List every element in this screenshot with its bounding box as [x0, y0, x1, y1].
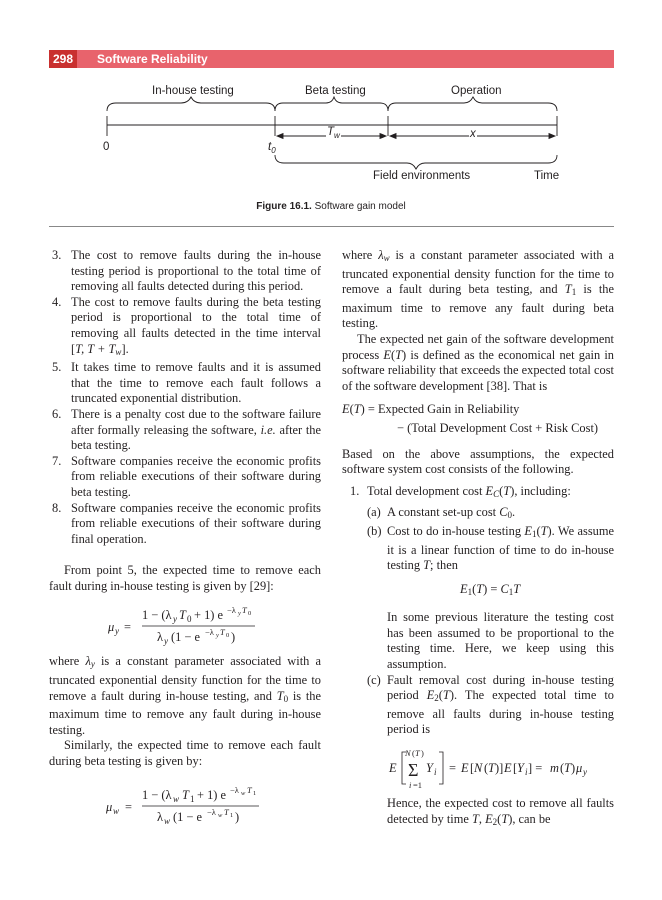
svg-text:T: T	[488, 761, 495, 776]
svg-text:T: T	[182, 787, 189, 802]
svg-text:T: T	[179, 608, 186, 623]
running-title: Software Reliability	[97, 52, 208, 66]
list-item: 1. Total development cost $E_C(T)$, including:	[350, 483, 571, 499]
operation-brace	[388, 97, 557, 111]
svg-text:i: i	[434, 767, 437, 778]
x-arrow-left	[390, 134, 396, 139]
svg-text:y: y	[238, 610, 241, 618]
svg-text:w: w	[241, 789, 246, 797]
svg-text:y: y	[115, 626, 119, 637]
svg-text:0: 0	[248, 610, 252, 618]
svg-text:y: y	[583, 767, 587, 778]
x-label: x	[470, 128, 476, 140]
list-item: 7. Software companies receive the economic profits from reliable executions of their software during beta testing.	[52, 453, 321, 499]
svg-text:[: [	[513, 761, 518, 776]
tw-label: $T_w$	[327, 126, 340, 140]
paragraph: Hence, the expected cost to remove all faults detected by time T, $E_2(T)$, can be	[387, 796, 614, 827]
svg-text:y: y	[164, 636, 168, 647]
tw-arrow-right	[380, 134, 386, 139]
figure-caption-label: Figure 16.1.	[256, 201, 312, 212]
svg-text:T: T	[242, 605, 247, 616]
list-item: 4. The cost to remove faults during the beta testing period is proportional to the total time of removing all faults detected in the time interval [T, $T + T_w$].	[52, 294, 321, 357]
list-item: 3. The cost to remove faults during the in-house testing period is proportional to the total time of removing all faults detected during this period.	[52, 248, 321, 294]
svg-text:1 − (λ: 1 − (λ	[142, 608, 172, 623]
svg-text:T: T	[220, 627, 225, 638]
svg-text:=1: =1	[413, 780, 423, 791]
sub-list-item: (a) A constant set-up cost $C_0$.	[367, 505, 516, 521]
svg-text:(: (	[484, 761, 489, 776]
figure-caption-text: Software gain model	[314, 201, 406, 212]
svg-text:0: 0	[226, 632, 230, 640]
svg-text:(1 − e: (1 − e	[173, 809, 203, 824]
beta-brace	[275, 97, 388, 111]
svg-text:[: [	[470, 761, 475, 776]
svg-text:): )	[235, 809, 240, 824]
list-item: 8. Software companies receive the economic profits from reliable executions of their software during final operation.	[52, 500, 321, 546]
svg-text:μ: μ	[108, 620, 115, 635]
svg-text:): )	[421, 748, 424, 759]
svg-text:w: w	[218, 811, 223, 819]
svg-text:N: N	[405, 748, 411, 759]
x-arrow-right	[549, 134, 555, 139]
paragraph: where $\lambda_w$ is a constant parameter associated with a truncated exponential density function for the time to remove a fault during beta testing, and $T_1$ is the maximum time to remove any fault during beta testing.	[342, 248, 614, 331]
section-divider	[49, 226, 614, 227]
equation-mu-w	[49, 784, 321, 828]
paragraph-note: In some previous literature the testing cost has been assumed to be proportional to the testing time. Here, we keep using this assumption.	[387, 610, 614, 672]
timeline-diagram	[0, 0, 662, 230]
svg-text:0: 0	[187, 614, 192, 625]
t0-label: $t_0$	[268, 141, 276, 155]
equation-expected-time-graphic	[342, 744, 614, 792]
right-column	[342, 248, 614, 830]
equation-e1: $E_1(T) = C_1T$	[460, 581, 521, 597]
paragraph: Similarly, the expected time to remove each fault during beta testing is given by:	[49, 738, 321, 769]
svg-text:T: T	[224, 806, 229, 817]
svg-text:(: (	[412, 748, 415, 759]
svg-text:Y: Y	[426, 761, 433, 776]
svg-text:T: T	[564, 761, 571, 776]
svg-text:): )	[231, 630, 236, 645]
svg-text:m: m	[550, 761, 559, 776]
in-house-brace	[107, 97, 275, 111]
svg-text:1: 1	[190, 793, 195, 804]
paragraph: where $\lambda_y$ is a constant parameter associated with a truncated exponential density function for the time to remove a fault during in-house testing, and $T_0$ is the maximum time to remove any fault during in-house testing.	[49, 654, 321, 737]
svg-text:λ: λ	[157, 809, 164, 824]
svg-text:T: T	[415, 748, 420, 759]
svg-text:1: 1	[253, 789, 257, 797]
svg-text:N: N	[474, 761, 483, 776]
svg-text:] =: ] =	[528, 761, 543, 776]
svg-text:+ 1) e: + 1) e	[197, 787, 227, 802]
svg-text:y: y	[216, 632, 219, 640]
svg-text:(1 − e: (1 − e	[171, 630, 201, 645]
software-gain-model-figure	[0, 0, 662, 230]
svg-text:w: w	[164, 815, 171, 826]
paragraph: The expected net gain of the software development process E(T) is defined as the economical net gain in software reliability that exceeds the expected total cost of the software development [38]. That is	[342, 331, 615, 393]
tw-arrow-left	[277, 134, 283, 139]
svg-text:=: =	[125, 799, 132, 814]
sub-list-item: (c) Fault removal cost during in-house testing period $E_2(T)$. The expected total time to remove all faults during in-house testing period is	[367, 672, 614, 737]
svg-text:+ 1) e: + 1) e	[194, 608, 224, 623]
field-brace	[275, 155, 557, 169]
svg-text:=: =	[449, 761, 456, 776]
svg-text:1: 1	[230, 811, 234, 819]
equation-expected-time	[342, 744, 614, 792]
paragraph: Based on the above assumptions, the expected software system cost consists of the following.	[342, 446, 614, 477]
svg-text:y: y	[173, 614, 177, 625]
svg-text:w: w	[113, 805, 120, 816]
list-item: 5. It takes time to remove faults and it is assumed that the time to remove each fault follows a truncated exponential distribution.	[52, 360, 321, 406]
time-label: Time	[534, 170, 560, 182]
svg-text:(: (	[560, 761, 565, 776]
svg-text:λ: λ	[157, 630, 164, 645]
svg-text:): )	[571, 761, 576, 776]
list-item: 6. There is a penalty cost due to the software failure after formally releasing the software, i.e. after the beta testing.	[52, 406, 322, 453]
sub-list-item: (b) Cost to do in-house testing $E_1(T)$. We assume it is a linear function of time to do in-house testing T; then	[367, 523, 614, 573]
equation-mu-w-graphic	[49, 784, 321, 828]
svg-text:Y: Y	[517, 761, 524, 776]
equation-mu-y	[49, 604, 321, 648]
svg-text:T: T	[247, 784, 252, 795]
operation-label: Operation	[451, 85, 502, 97]
svg-text:Σ: Σ	[408, 760, 419, 781]
figure-caption	[0, 201, 662, 212]
equation-net-gain: E(T) = Expected Gain in Reliability − (Total Development Cost + Risk Cost)	[342, 402, 599, 435]
field-environments-label: Field environments	[373, 170, 471, 182]
svg-text:E: E	[504, 761, 512, 776]
in-house-label: In-house testing	[152, 85, 234, 97]
svg-text:−λ: −λ	[205, 627, 214, 638]
zero-label: 0	[103, 141, 110, 153]
svg-text:i: i	[409, 780, 412, 791]
svg-text:−λ: −λ	[230, 784, 239, 795]
svg-text:E: E	[461, 761, 469, 776]
left-column	[49, 248, 321, 828]
svg-text:w: w	[173, 793, 180, 804]
svg-text:−λ: −λ	[207, 806, 216, 817]
svg-text:μ: μ	[576, 761, 583, 776]
svg-text:−λ: −λ	[227, 605, 236, 616]
svg-text:)]: )]	[495, 761, 504, 776]
beta-label: Beta testing	[305, 85, 366, 97]
svg-text:i: i	[525, 767, 528, 778]
svg-text:=: =	[124, 620, 131, 635]
svg-text:1 − (λ: 1 − (λ	[142, 787, 172, 802]
svg-text:E: E	[389, 761, 397, 776]
equation-mu-y-graphic	[49, 604, 321, 648]
page-number: 298	[49, 50, 77, 68]
paragraph: From point 5, the expected time to remove each fault during in-house testing is given by [29]:	[49, 563, 321, 593]
svg-text:μ: μ	[106, 799, 113, 814]
